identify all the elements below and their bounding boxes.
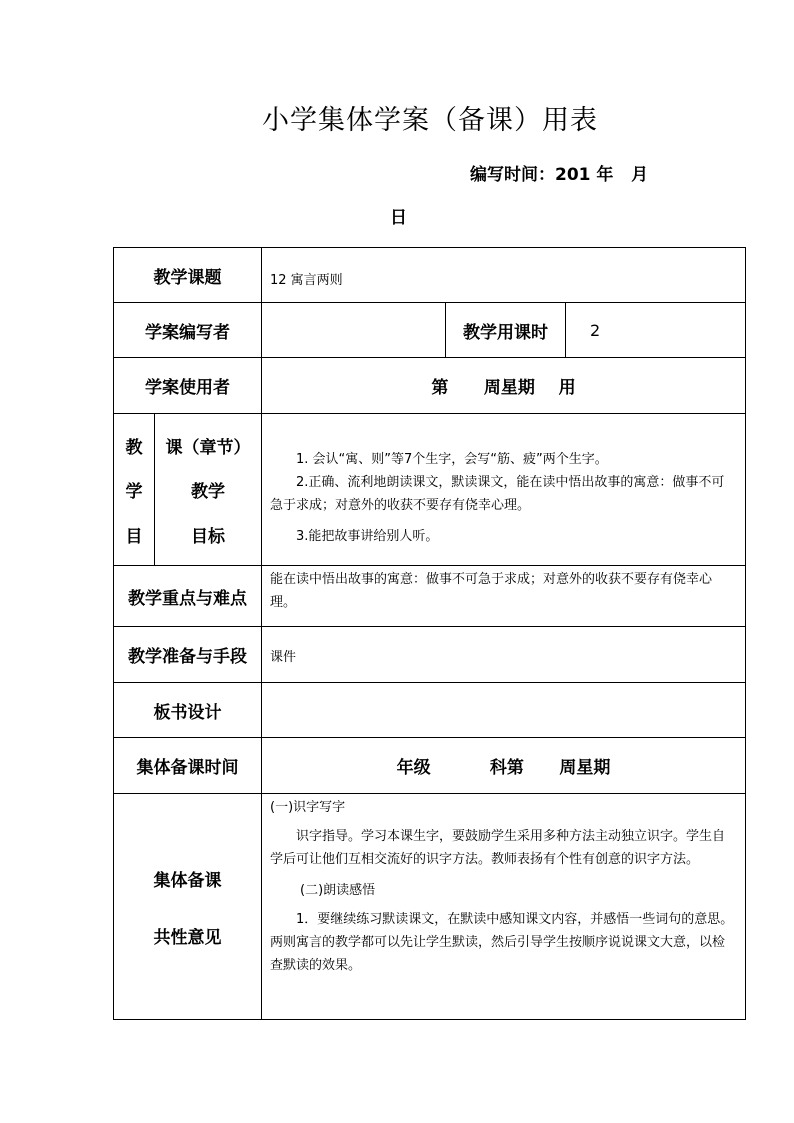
objective-outer-char-3: 目 (125, 526, 143, 547)
group-time-label: 集体备课时间 (114, 738, 262, 794)
key-points-value: 能在读中悟出故事的寓意：做事不可急于求成；对意外的收获不要存有侥幸心理。 (262, 566, 746, 627)
board-value (262, 683, 746, 738)
objectives-content (262, 414, 746, 566)
table-row-key-points (114, 566, 746, 627)
page-title: 小学集体学案（备课）用表 (262, 105, 598, 136)
author-value (262, 303, 446, 358)
common-label (114, 794, 262, 1020)
user-label: 学案使用者 (114, 358, 262, 414)
objective-inner-line-1: 课（章节） (165, 437, 251, 458)
author-label: 学案编写者 (114, 303, 262, 358)
write-time: 编写时间：201 年 月 (470, 165, 649, 185)
objective-inner-line-3: 目标 (191, 526, 225, 547)
table-row-objectives (114, 414, 746, 566)
hours-label: 教学用课时 (446, 303, 566, 358)
table-row-group-time (114, 738, 746, 794)
topic-label: 教学课题 (114, 248, 262, 303)
table-row-board (114, 683, 746, 738)
objective-outer-char-1: 教 (125, 437, 143, 458)
topic-value: 12 寓言两则 (262, 248, 746, 303)
table-row-common (114, 794, 746, 1020)
board-label: 板书设计 (114, 683, 262, 738)
objective-outer-char-2: 学 (125, 482, 143, 502)
hours-value: 2 (566, 303, 746, 358)
common-section2-title: (二)朗读感悟 (300, 883, 376, 898)
common-label-line-2: 共性意见 (153, 927, 222, 948)
group-time-value: 年级 科第 周星期 (262, 738, 746, 794)
table-row-user (114, 358, 746, 414)
write-time-day: 日 (390, 208, 407, 228)
lesson-plan-table (113, 247, 746, 1020)
objective-item-1: 1. 会认“寓、则”等7个生字，会写“筋、疲”两个生字。 (296, 451, 608, 467)
table-row-topic (114, 248, 746, 303)
common-section1-title: (一)识字写字 (270, 800, 346, 815)
user-value: 第 周星期 用 (262, 358, 746, 414)
prep-value: 课件 (262, 627, 746, 683)
objective-item-3: 3.能把故事讲给别人听。 (296, 528, 439, 544)
objective-inner-line-2: 教学 (191, 482, 225, 502)
common-section1-text: 识字指导。学习本课生字，要鼓励学生采用多种方法主动独立识字。学生自学后可让他们互相交流好的识字方法。教师表扬有个性有创意的识字方法。 (270, 829, 726, 867)
table-row-prep (114, 627, 746, 683)
objective-outer-label (114, 414, 155, 566)
common-label-line-1: 集体备课 (153, 870, 222, 891)
prep-label: 教学准备与手段 (114, 627, 262, 683)
table-row-author (114, 303, 746, 358)
objective-item-2: 2.正确、流利地朗读课文，默读课文，能在读中悟出故事的寓意：做事不可急于求成；对意外的收获不要存有侥幸心理。 (270, 474, 725, 513)
objective-inner-label (155, 414, 262, 566)
common-section2-text: 1．要继续练习默读课文，在默读中感知课文内容，并感悟一些词句的意思。两则寓言的教学都可以先让学生默读，然后引导学生按顺序说说课文大意，以检查默读的效果。 (270, 912, 734, 973)
key-points-label: 教学重点与难点 (114, 566, 262, 627)
common-content (262, 794, 746, 1020)
